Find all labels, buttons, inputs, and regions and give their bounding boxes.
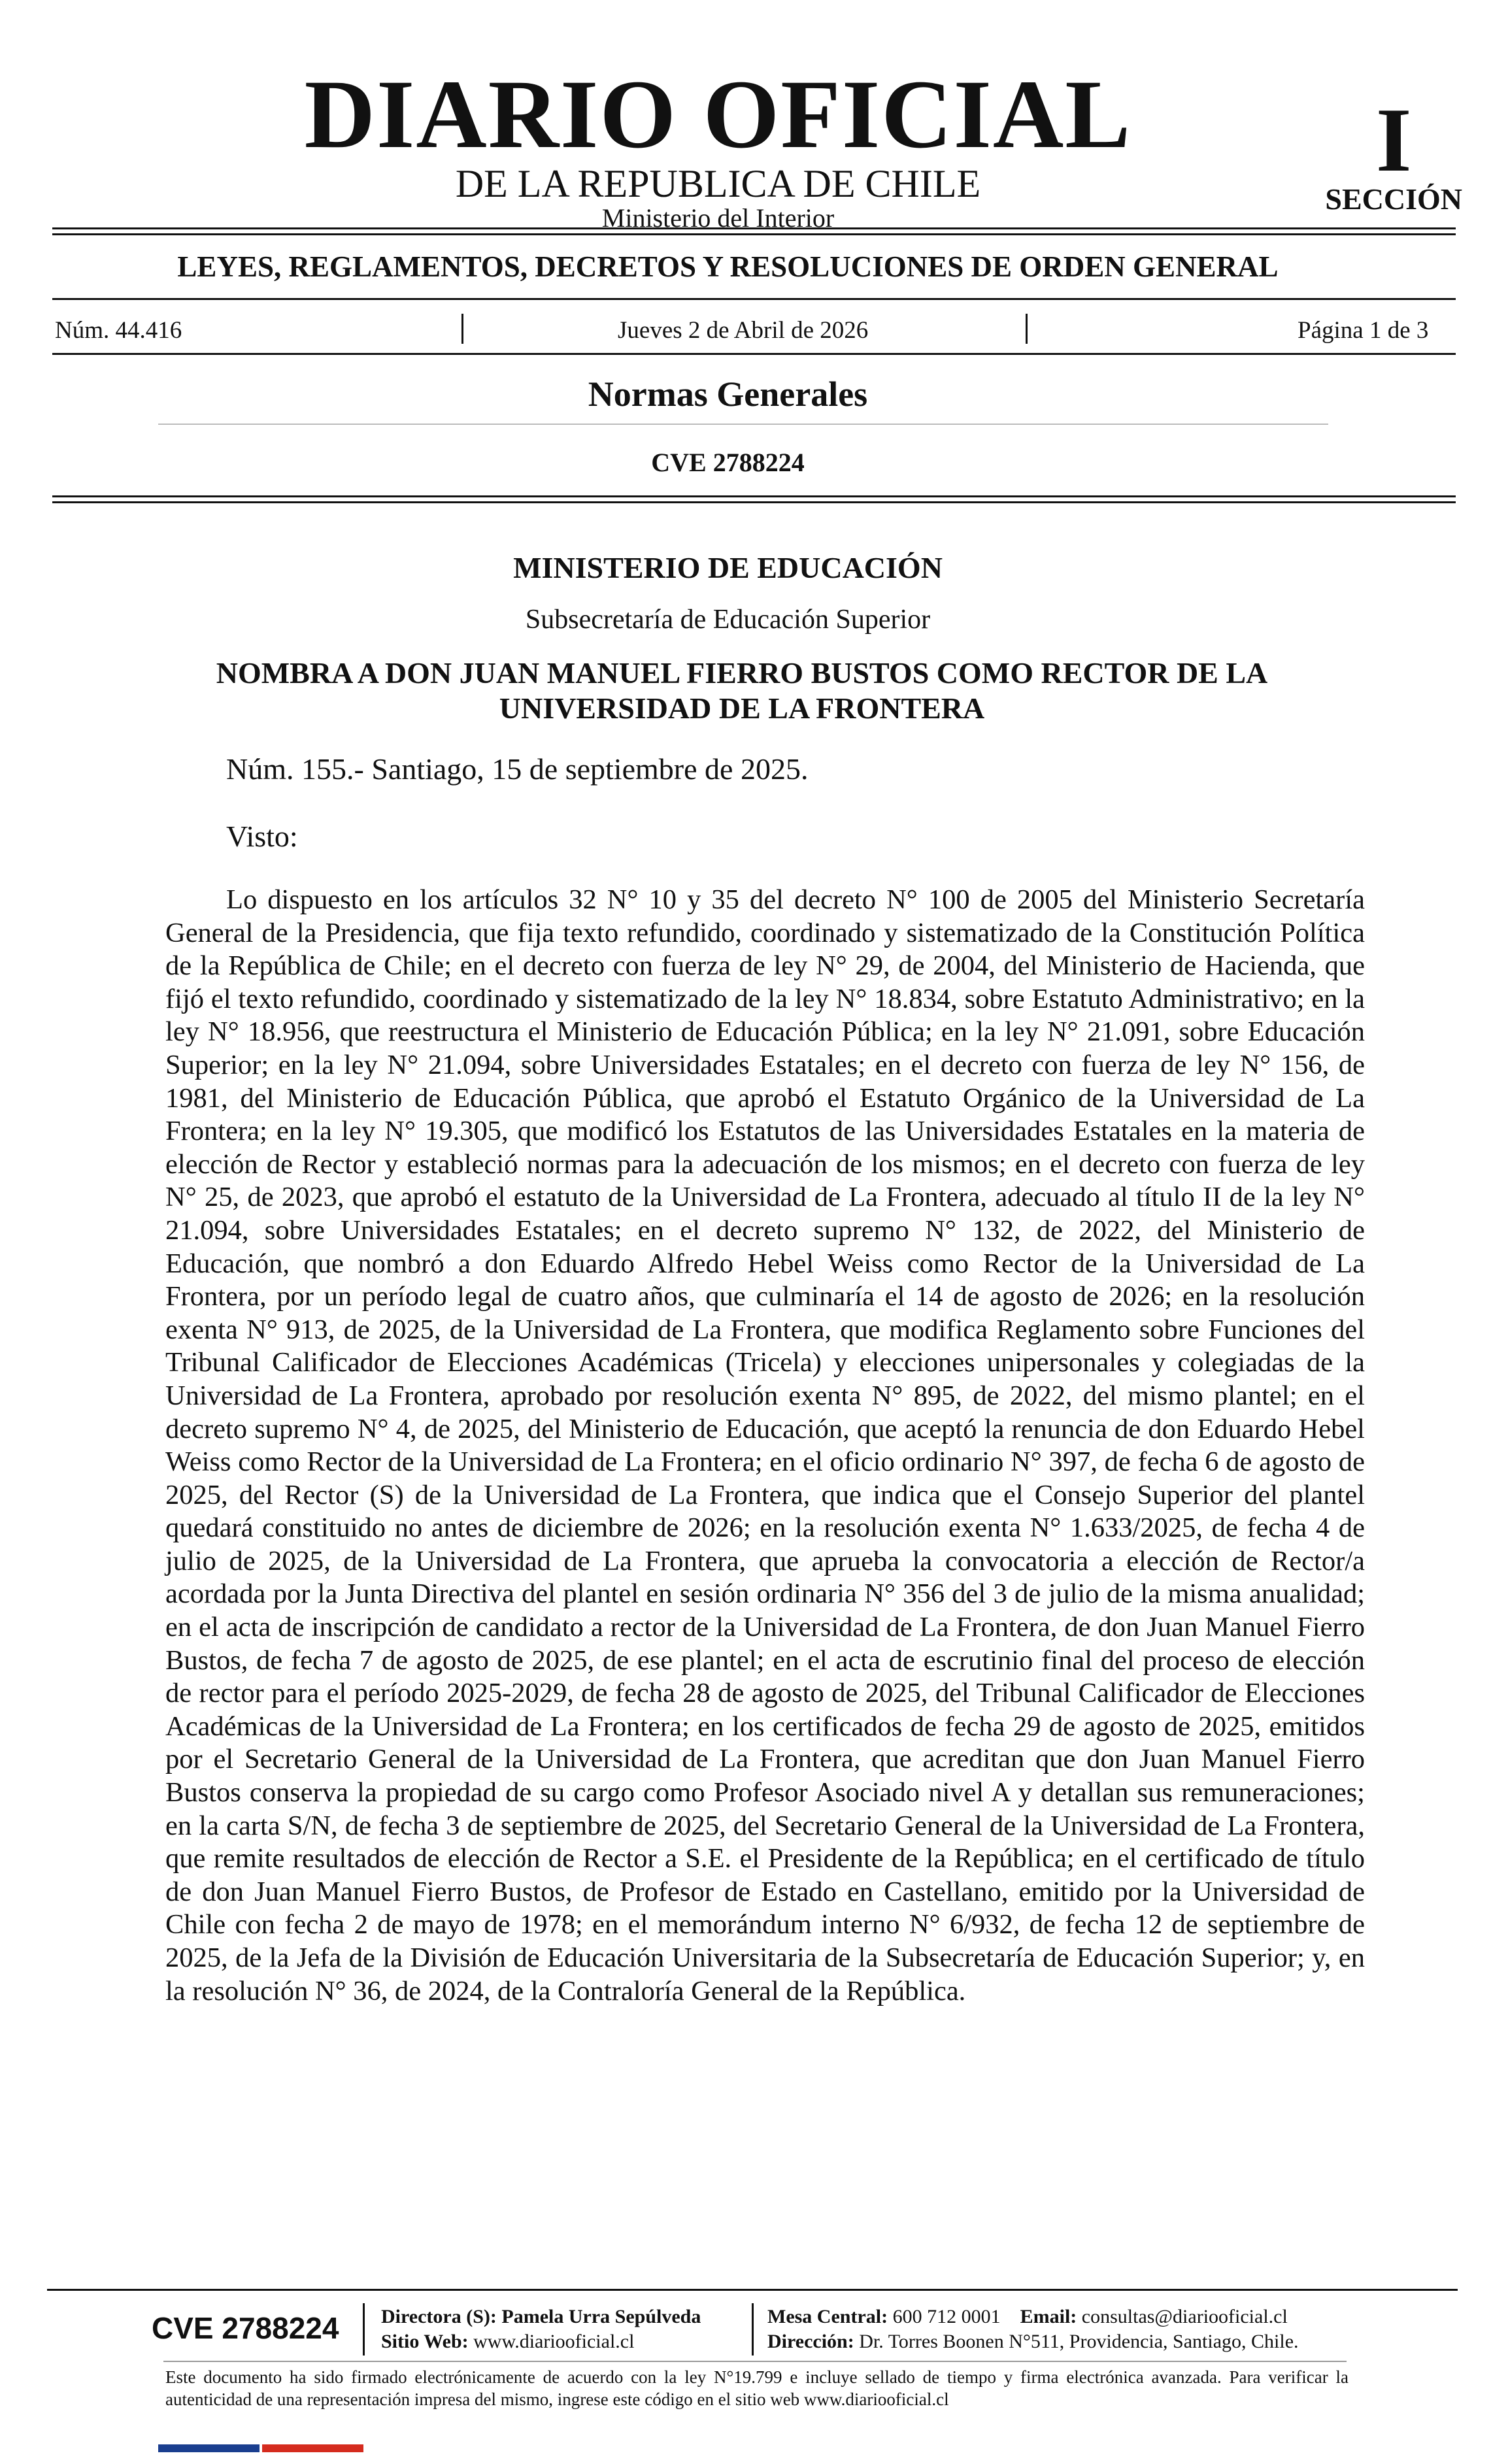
direccion-label: Dirección: xyxy=(767,2331,854,2352)
banner-divider xyxy=(52,298,1456,300)
banner-title: LEYES, REGLAMENTOS, DECRETOS Y RESOLUCIONES DE ORDEN GENERAL xyxy=(177,250,1279,283)
section-number: I xyxy=(1375,90,1412,191)
chile-flag-stripe xyxy=(158,2444,363,2452)
directora-label: Directora (S): xyxy=(381,2306,497,2327)
mesa-label: Mesa Central: xyxy=(767,2306,888,2327)
header-bottom-divider xyxy=(52,495,1456,503)
decree-body: Lo dispuesto en los artículos 32 N° 10 y 35 del decreto N° 100 de 2005 del Ministerio Secretaría General de la Presidencia, que fija texto refundido, coordinado y sistematizado de la Constitución Política de la República de Chile; en el decreto con fuerza de ley N° 29, de 2004, del Ministerio de Hacienda, que fijó el texto refundido, coordinado y sistematizado de la ley N° 18.834, sobre Estatuto Administrativo; en la ley N° 18.956, que reestructura el Ministerio de Educación Pública; en la ley N° 21.091, sobre Educación Superior; en la ley N° 21.094, sobre Universidades Estatales; en el decreto con fuerza de ley N° 156, de 1981, del Ministerio de Educación Pública, que aprobó el Estatuto Orgánico de la Universidad de La Frontera; en la ley N° 19.305, que modificó los Estatutos de las Universidades Estatales en la materia de elección de Rector y estableció normas para la adecuación de los mismos; en el decreto con fuerza de ley N° 25, de 2023, que aprobó el estatuto de la Universidad de La Frontera, adecuado al título II de la ley N° 21.094, sobre Universidades Estatales; en el decreto supremo N° 132, de 2022, del Ministerio de Educación, que nombró a don Eduardo Alfredo Hebel Weiss como Rector de la Universidad de La Frontera, por un período legal de cuatro años, que culminaría el 14 de agosto de 2026; en la resolución exenta N° 913, de 2025, de la Universidad de La Frontera, que modifica Reglamento sobre Funciones del Tribunal Calificador de Elecciones Académicas (Tricela) y elecciones unipersonales y colegiadas de la Universidad de La Frontera, aprobado por resolución exenta N° 895, de 2022, del mismo plantel; en el decreto supremo N° 4, de 2025, del Ministerio de Educación, que aceptó la renuncia de don Eduardo Hebel Weiss como Rector de la Universidad de La Frontera; en el oficio ordinario N° 397, de fecha 6 de agosto de 2025, del Rector (S) de la Universidad de La Frontera, que indica que el Consejo Superior del plantel quedará constituido no antes de diciembre de 2026; en la resolución exenta N° 1.633/2025, de fecha 4 de julio de 2025, de la Universidad de La Frontera, que aprueba la convocatoria a elección de Rector/a acordada por la Junta Directiva del plantel en sesión ordinaria N° 356 del 3 de julio de la misma anualidad; en el acta de inscripción de candidato a rector de la Universidad de La Frontera, de don Juan Manuel Fierro Bustos, de fecha 7 de agosto de 2025, de ese plantel; en el acta de escrutinio final del proceso de elección de rector para el período 2025-2029, de fecha 28 de agosto de 2025, del Tribunal Calificador de Elecciones Académicas de la Universidad de La Frontera; en los certificados de fecha 29 de agosto de 2025, emitidos por el Secretario General de la Universidad de La Frontera, que acreditan que don Juan Manuel Fierro Bustos conserva la propiedad de su cargo como Profesor Asociado nivel A y detallan sus remuneraciones; en la carta S/N, de fecha 3 de septiembre de 2025, del Secretario General de la Universidad de La Frontera, que remite resultados de elección de Rector a S.E. el Presidente de la República; en el certificado de título de don Juan Manuel Fierro Bustos, de Profesor de Estado en Castellano, emitido por la Universidad de Chile con fecha 2 de mayo de 1978; en el memorándum interno N° 6/932, de fecha 12 de septiembre de 2025, de la Jefa de la División de Educación Universitaria de la Subsecretaría de Educación Superior; y, en la resolución N° 36, de 2024, de la Contraloría General de la República. xyxy=(165,884,1365,2006)
email-link[interactable]: consultas@diariooficial.cl xyxy=(1081,2306,1288,2327)
directora-name: Pamela Urra Sepúlveda xyxy=(501,2306,701,2327)
subsecretaria: Subsecretaría de Educación Superior xyxy=(525,605,931,635)
issue-number: Núm. 44.416 xyxy=(55,317,182,344)
signature-notice: Este documento ha sido firmado electrónicamente de acuerdo con la ley N°19.799 e incluye sellado de tiempo y firma electrónica avanzada. Para verificar la autenticidad de una representación impresa del mismo, ingrese este código en el sitio web www.diariooficial.cl xyxy=(165,2367,1349,2409)
footer-separator xyxy=(363,2303,365,2356)
issue-separator xyxy=(1026,314,1028,344)
masthead xyxy=(0,60,1508,233)
flag-blue-stripe xyxy=(158,2444,260,2452)
section-label: SECCIÓN xyxy=(1325,182,1462,216)
issuing-ministry: MINISTERIO DE EDUCACIÓN xyxy=(513,551,943,584)
decree-title: NOMBRA A DON JUAN MANUEL FIERRO BUSTOS COMO RECTOR DE LA UNIVERSIDAD DE LA FRONTERA xyxy=(216,656,1268,725)
section-indicator xyxy=(1325,90,1462,216)
newspaper-title: DIARIO OFICIAL xyxy=(304,60,1132,169)
masthead-divider xyxy=(52,227,1456,235)
direccion-value: Dr. Torres Boonen N°511, Providencia, Santiago, Chile. xyxy=(859,2331,1299,2352)
footer-cve: CVE 2788224 xyxy=(152,2311,339,2345)
footer-divider xyxy=(47,2289,1458,2291)
sitio-label: Sitio Web: xyxy=(381,2331,469,2352)
footer-contact-right xyxy=(767,2305,1299,2354)
issue-date: Jueves 2 de Abril de 2026 xyxy=(618,317,869,344)
issue-divider xyxy=(52,353,1456,355)
page-indicator: Página 1 de 3 xyxy=(1298,317,1429,344)
sitio-link[interactable]: www.diariooficial.cl xyxy=(473,2331,635,2352)
email-label: Email: xyxy=(1020,2306,1077,2327)
newspaper-ministry: Ministerio del Interior xyxy=(601,203,835,233)
issue-separator xyxy=(461,314,463,344)
newspaper-subtitle: DE LA REPUBLICA DE CHILE xyxy=(455,162,981,205)
footer-separator xyxy=(752,2303,754,2356)
footer-contact-left xyxy=(381,2305,701,2354)
section-heading: Normas Generales xyxy=(588,375,868,414)
mesa-phone: 600 712 0001 xyxy=(892,2306,1001,2327)
heading-divider xyxy=(158,424,1328,425)
decree-number-date: Núm. 155.- Santiago, 15 de septiembre de 2025. xyxy=(226,752,809,786)
footer-thin-divider xyxy=(163,2361,1347,2362)
flag-red-stripe xyxy=(262,2444,363,2452)
visto-label: Visto: xyxy=(226,820,298,853)
cve-code: CVE 2788224 xyxy=(651,448,805,477)
